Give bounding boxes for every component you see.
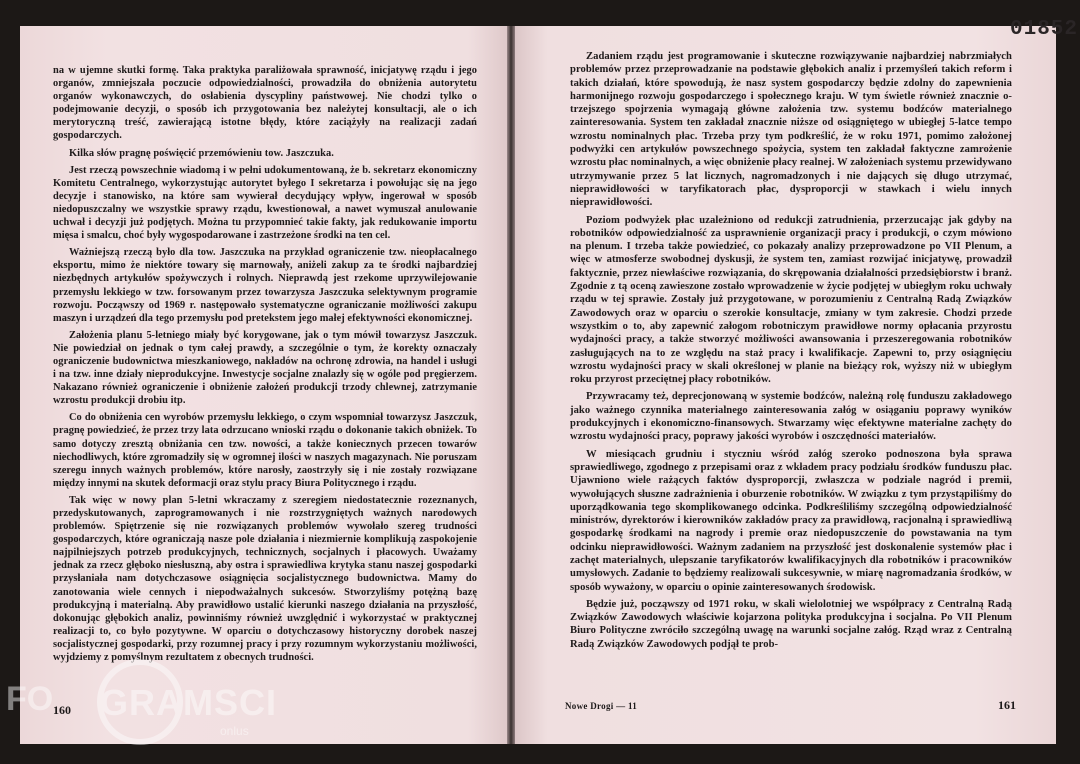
paragraph: Jest rzeczą powszechnie wiadomą i w pełni udokumentowaną, że b. sekretarz ekonomiczny Komitetu Centralnego, wykorzystując autorytet byłego I sekretarza i powołując się na jego decyzje i stanowisko, na które sam wywierał decydujący wpływ, ingerował w sposób niedopuszczalny we wszystkie sprawy rządu, kwestionował, a nawet wymuszał anulowanie uchwał i decyzji już podjętych. Można tu przypomnieć takie fakty, jak redukowanie importu mięsa i smalcu, choć były wygospodarowane i zastrzeżone środki na ten cel. <box>53 164 477 242</box>
watermark-text: GRAMSCI <box>100 682 277 723</box>
right-page <box>515 26 1056 744</box>
paragraph: Tak więc w nowy plan 5-letni wkraczamy z szeregiem niedostatecznie rozeznanych, przedyskutowanych, zaprogramowanych i nie rozstrzygniętych ważnych narodowych problemów. Spiętrzenie się nie rozwiązanych problemów wywołało szereg trudności gospodarczych, które ograniczają nasze pole działania i niezmiernie komplikują zaspokojenie najpilniejszych potrzeb produkcyjnych, technicznych, socjalnych i płacowych. Uważamy jednak za rzecz głęboko niesłuszną, aby ostra i sprawiedliwa krytyka stanu naszej gospodarki przysłaniała nam dotychczasowe osiągnięcia socjalistycznego budownictwa. Mamy do zanotowania wiele cennych i niepodważalnych sukcesów. Stworzyliśmy potężną bazę produkcyjną i materialną. Aby prawidłowo ustalić kierunki naszego działania na przyszłość, dokonując głębokich analiz, powinniśmy również uwzględnić i wykorzystać w praktycznej realizacji to, co było pozytywne. W oparciu o dotychczasowy historyczny dorobek naszej socjalistycznej gospodarki, przy rozumnej pracy i przy rozumnym wykorzystaniu możliwości, wyjdziemy z pomyślnym rezultatem z obecnych trudności. <box>53 494 477 664</box>
paragraph: na w ujemne skutki formę. Taka praktyka paraliżowała sprawność, inicjatywę rządu i jego organów, zmniejszała poczucie odpowiedzialności, prowadziła do obniżenia autorytetu organów wykonawczych, do osłabienia dyscypliny państwowej. Nie chodzi tylko o podejmowanie decyzji, o sposób ich przygotowania bez należytej konsultacji, ale o ich merytoryczną treść, zawierającą istotne błędy, które zaciążyły na realizacji zadań gospodarczych. <box>53 65 477 142</box>
page-number-right: 161 <box>998 698 1016 712</box>
book-gutter <box>507 26 515 744</box>
paragraph: W miesiącach grudniu i styczniu wśród załóg szeroko podnoszona była sprawa sprawiedliwego, zgodnego z przepisami oraz z wkładem pracy podziału środków funduszu płac. Ujawniono wiele rażących faktów dysproporcji, zwłaszcza w podziale nagród i premii, wywołujących słuszne zadrażnienia i oburzenie robotników. W związku z tym przystąpiliśmy do uporządkowania tego skomplikowanego odcinka. Podkreśliliśmy szczególną odpowiedzialność ministrów, dyrektorów i kierowników zakładów pracy za prawidłową, racjonalną i sprawiedliwą gospodarkę środkami na nagrody i premie oraz niedopuszczenie do powstawania na tym odcinku nieprawidłowości. Ważnym zadaniem na przyszłość jest doskonalenie systemów płac i zachęt materialnych, ulepszanie taryfikatorów kwalifikacyjnych dla robotników i pracowników umysłowych. Zadanie to będziemy realizowali sukcesywnie, w miarę nagromadzania środków, w sposób wyważony, w oparciu o opinie zainteresowanych środowisk. <box>570 448 1012 593</box>
archive-stamp-number: 01852 <box>1009 18 1078 41</box>
paragraph: Poziom podwyżek płac uzależniono od redukcji zatrudnienia, przerzucając jak gdyby na robotników odpowiedzialność za usprawnienie organizacji pracy i produkcji, o czym mówiono na plenum. I trzeba także powiedzieć, co pokazały analizy przeprowadzone po VII Plenum, a więc w atmosferze swobodnej dyskusji, że system ten, zamiast rozwijać inicjatywę, prowadził faktycznie, przez niewłaściwe rozwiązania, do skrępowania działalności przedsiębiorstw i branż. Zgodnie z tą oceną zawieszone zostało wprowadzenie w życie podjętej w ubiegłym roku uchwały rządu w tej sprawie. Zostały już przygotowane, w porozumieniu z Centralną Radą Związków Zawodowych oraz w oparciu o szerokie konsultacje, zmiany w tym zakresie. Chodzi przede wszystkim o to, aby zapewnić załogom robotniczym prawidłowe normy opłacania przyrostu wydajności pracy, a także stworzyć możliwości awansowania i przeszeregowania robotników zasługujących na to ze względu na staż pracy i kwalifikacje. Zapewni to, przy osiągnięciu wzrostu wydajności pracy w skali określonej w planie na bieżący rok, wyższy niż w ubiegłym roku przyrost przeciętnej płacy robotników. <box>570 214 1012 386</box>
paragraph: Co do obniżenia cen wyrobów przemysłu lekkiego, o czym wspomniał towarzysz Jaszczuk, pragnę powiedzieć, że przez trzy lata odrzucano wnioski rządu o dokonanie takich obniżek. To samo dotyczy zresztą obniżania cen tzw. nowości, a także koniecznych przecen towarów niechodliwych, które zgromadziły się w ogromnej ilości w naszych magazynach. Nie poruszam szeregu innych ważnych problemów, które narosły, zaostrzyły się i nie zostały rozwiązane między innymi na skutek deformacji oraz stylu pracy Biura Politycznego i rządu. <box>53 412 477 489</box>
right-page-text <box>570 50 1012 651</box>
paragraph: Przywracamy też, deprecjonowaną w systemie bodźców, należną rolę funduszu zakładowego jako ważnego czynnika materialnego zainteresowania załóg w osiąganiu poprawy wyników produkcyjnych i ekonomiczno-finansowych. Stwarzamy więc efektywne materialne zachęty do wzrostu wydajności pracy, poprawy jakości wyrobów i oszczędności materiałów. <box>570 391 1012 443</box>
left-page <box>20 26 507 744</box>
paragraph: Zadaniem rządu jest programowanie i skuteczne rozwiązywanie najbardziej nabrzmiałych problemów przez przeprowadzanie na podstawie głębokich analiz i przemyśleń takich reform i takich działań, które spowodują, że nasz system gospodarczy będzie zdolny do zapewnienia harmonijnego rozwoju gospodarczego i społecznego kraju. W tym świetle również znacznie o-trzejszego spojrzenia wymagają główne założenia tzw. systemu bodźców materialnego zainteresowania. System ten zakładał znacznie niższe od osiągniętego w ubiegłej 5-latce tempo wzrostu nominalnych płac. Trzeba przy tym podkreślić, że w roku 1971, pomimo założonej podwyżki cen artykułów powszechnego spożycia, system ten zakładał faktyczne zamrożenie wzrostu płac nominalnych, a więc obniżenie płacy realnej. W założeniach systemu przewidywano utrzymywanie przez 5 lat licznych, nagromadzonych i nie dających się długo utrzymać, nieprawidłowości w taryfikatorach płac, dysproporcji w stawkach i wielu innych nieprawidłowości. <box>570 51 1012 209</box>
paragraph: Kilka słów pragnę poświęcić przemówieniu tow. Jaszczuka. <box>69 147 334 159</box>
paragraph: Założenia planu 5-letniego miały być korygowane, jak o tym mówił towarzysz Jaszczuk. Nie powiedział on jednak o tym całej prawdy, a szczególnie o tym, że korekty oznaczały ograniczenie budownictwa mieszkaniowego, nakładów na ochronę zdrowia, na handel i usługi i na tzw. inne działy nieprodukcyjne. Inwestycje socjalne znalazły się w ogóle pod pręgierzem. Nakazano również ograniczenie i obniżenie założeń produkcji trzody chlewnej, zatrzymanie wzrostu produkcji drobiu itp. <box>53 329 477 407</box>
watermark-subtext: onlus <box>220 724 249 738</box>
running-head: Nowe Drogi — 11 <box>565 701 638 711</box>
watermark-prefix: FO <box>6 680 54 718</box>
left-page-text <box>53 64 477 664</box>
page-number-left: 160 <box>53 703 71 717</box>
paragraph: Będzie już, począwszy od 1971 roku, w skali wielolotniej we współpracy z Centralną Radą Związków Zawodowych właściwie kojarzona polityka produkcyjna i socjalna. Po VII Plenum Biuro Polityczne zwróciło szczególną uwagę na warunki socjalne załóg. Rząd wraz z Centralną Radą Związków Zawodowych podjął te prob- <box>570 598 1012 650</box>
paragraph: Ważniejszą rzeczą było dla tow. Jaszczuka na przykład ograniczenie tzw. nieopłacalnego eksportu, mimo że niektóre towary się marnowały, aniżeli zakup za te środki najbardziej niezbędnych artykułów spożywczych i rolnych. Nieprawdą jest rzekome uprzywilejowanie przemysłu lekkiego w tzw. forsowanym przez towarzysza Jaszczuka selektywnym programie rozwoju. Począwszy od 1969 r. następowało systematyczne ograniczanie możliwości zakupu maszyn i urządzeń dla tego przemysłu pod pretekstem jego małej efektywności ekonomicznej. <box>53 247 477 324</box>
